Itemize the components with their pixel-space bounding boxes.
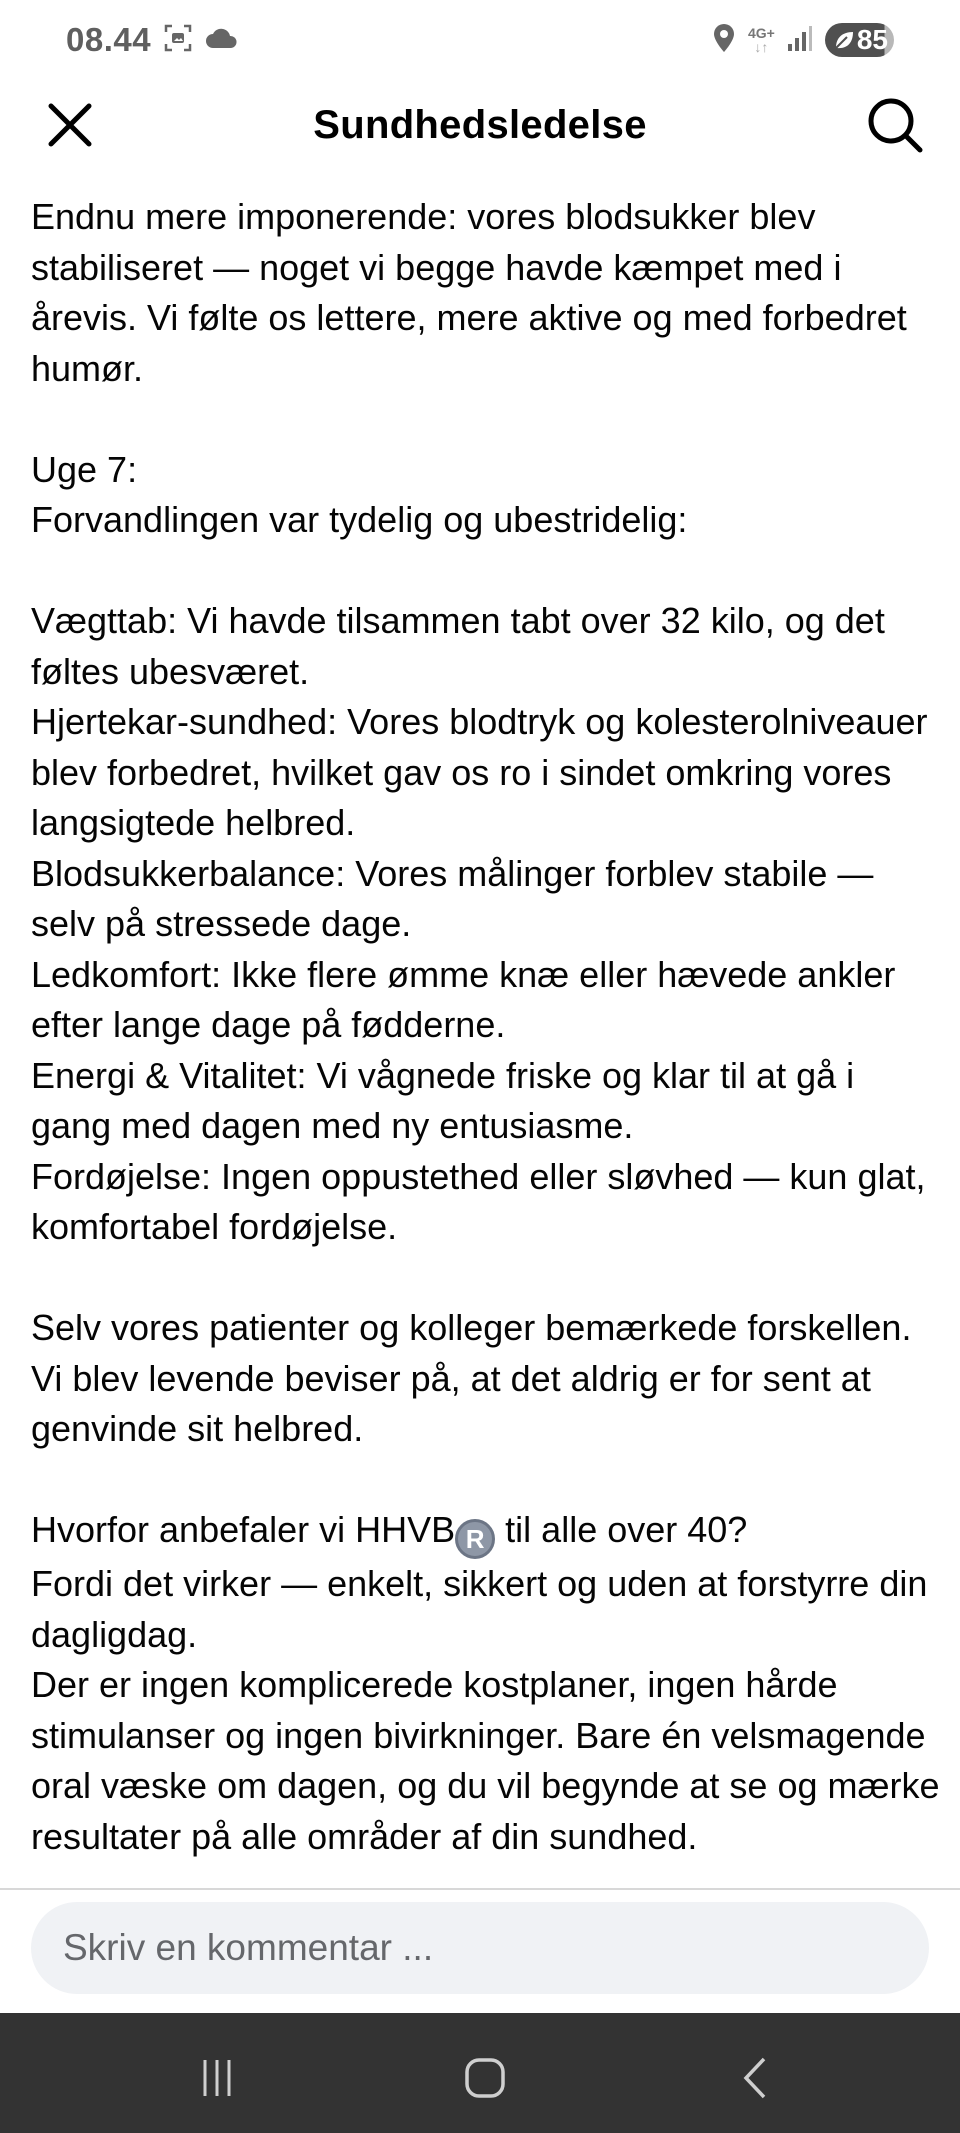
comment-composer[interactable] [31,1902,929,1994]
composer-divider [0,1888,960,1890]
question-text-end: til alle over 40? [495,1509,748,1550]
benefit-item: Blodsukkerbalance: Vores målinger forblev stabile — selv på stressede dage. [31,852,874,944]
system-nav-bar [0,2013,960,2133]
benefit-item: Hjertekar-sundhed: Vores blodtryk og kolesterolniveauer blev forbedret, hvilket gav os ro i sindet omkring vores langsigtede helbred. [31,701,928,843]
paragraph: Selv vores patienter og kolleger bemærkede forskellen. Vi blev levende beviser på, at det aldrig er for sent at genvinde sit helbred. [31,1307,912,1449]
clock: 08.44 [66,21,152,58]
recent-apps-button[interactable] [177,2043,257,2113]
benefit-item: Ledkomfort: Ikke flere ømme knæ eller hævede ankler efter lange dage på fødderne. [31,953,896,1045]
battery-indicator [825,23,894,57]
search-button[interactable] [860,90,930,160]
back-icon [740,2057,770,2099]
question-line [31,1505,941,1559]
home-button[interactable] [445,2043,525,2113]
screenshot-icon [163,23,193,58]
network-indicator [748,26,775,54]
back-button[interactable] [715,2043,795,2113]
benefit-item: Vægttab: Vi havde tilsammen tabt over 32 kilo, og det føltes ubesværet. [31,600,885,692]
clipped-previous-line [31,170,41,179]
cloud-icon [205,27,239,54]
leaf-icon [833,29,855,51]
benefit-item: Energi & Vitalitet: Vi vågnede friske og klar til at gå i gang med dagen med ny entusiasme. [31,1054,855,1146]
signal-icon [787,24,813,57]
paragraph: Der er ingen komplicerede kostplaner, ingen hårde stimulanser og ingen bivirkninger. Bare én velsmagende oral væske om dagen, og du vil begynde at se og mærke resultater på alle områder af din sundhed. [31,1664,940,1857]
post-body[interactable] [0,170,960,1888]
close-button[interactable] [35,90,105,160]
home-icon [464,2057,506,2099]
status-left [66,21,239,59]
recent-apps-icon [197,2058,237,2098]
question-text: Hvorfor anbefaler vi HHVB [31,1509,456,1550]
paragraph: Forvandlingen var tydelig og ubestridelig: [31,499,688,540]
benefit-item: Fordøjelse: Ingen oppustethed eller sløvhed — kun glat, komfortabel fordøjelse. [31,1155,926,1247]
location-icon [712,23,736,58]
close-icon [47,102,93,148]
status-right [712,23,894,58]
paragraph-heading: Uge 7: [31,448,138,490]
data-arrows-icon: ↓↑ [754,39,769,55]
paragraph: Fordi det virker — enkelt, sikkert og uden at forstyrre din dagligdag. [31,1563,928,1655]
post-text [31,192,941,1862]
registered-icon: R [455,1519,495,1559]
battery-level: 85 [856,24,888,55]
paragraph: Endnu mere imponerende: vores blodsukker blev stabiliseret — noget vi begge havde kæmpet med i årevis. Vi følte os lettere, mere aktive og med forbedret humør. [31,196,907,389]
comment-input[interactable] [61,1926,899,1970]
app-bar [0,80,960,170]
search-icon [866,96,924,154]
status-bar [0,0,960,80]
page-title: Sundhedsledelse [313,102,647,147]
network-type: 4G+ [747,25,775,41]
